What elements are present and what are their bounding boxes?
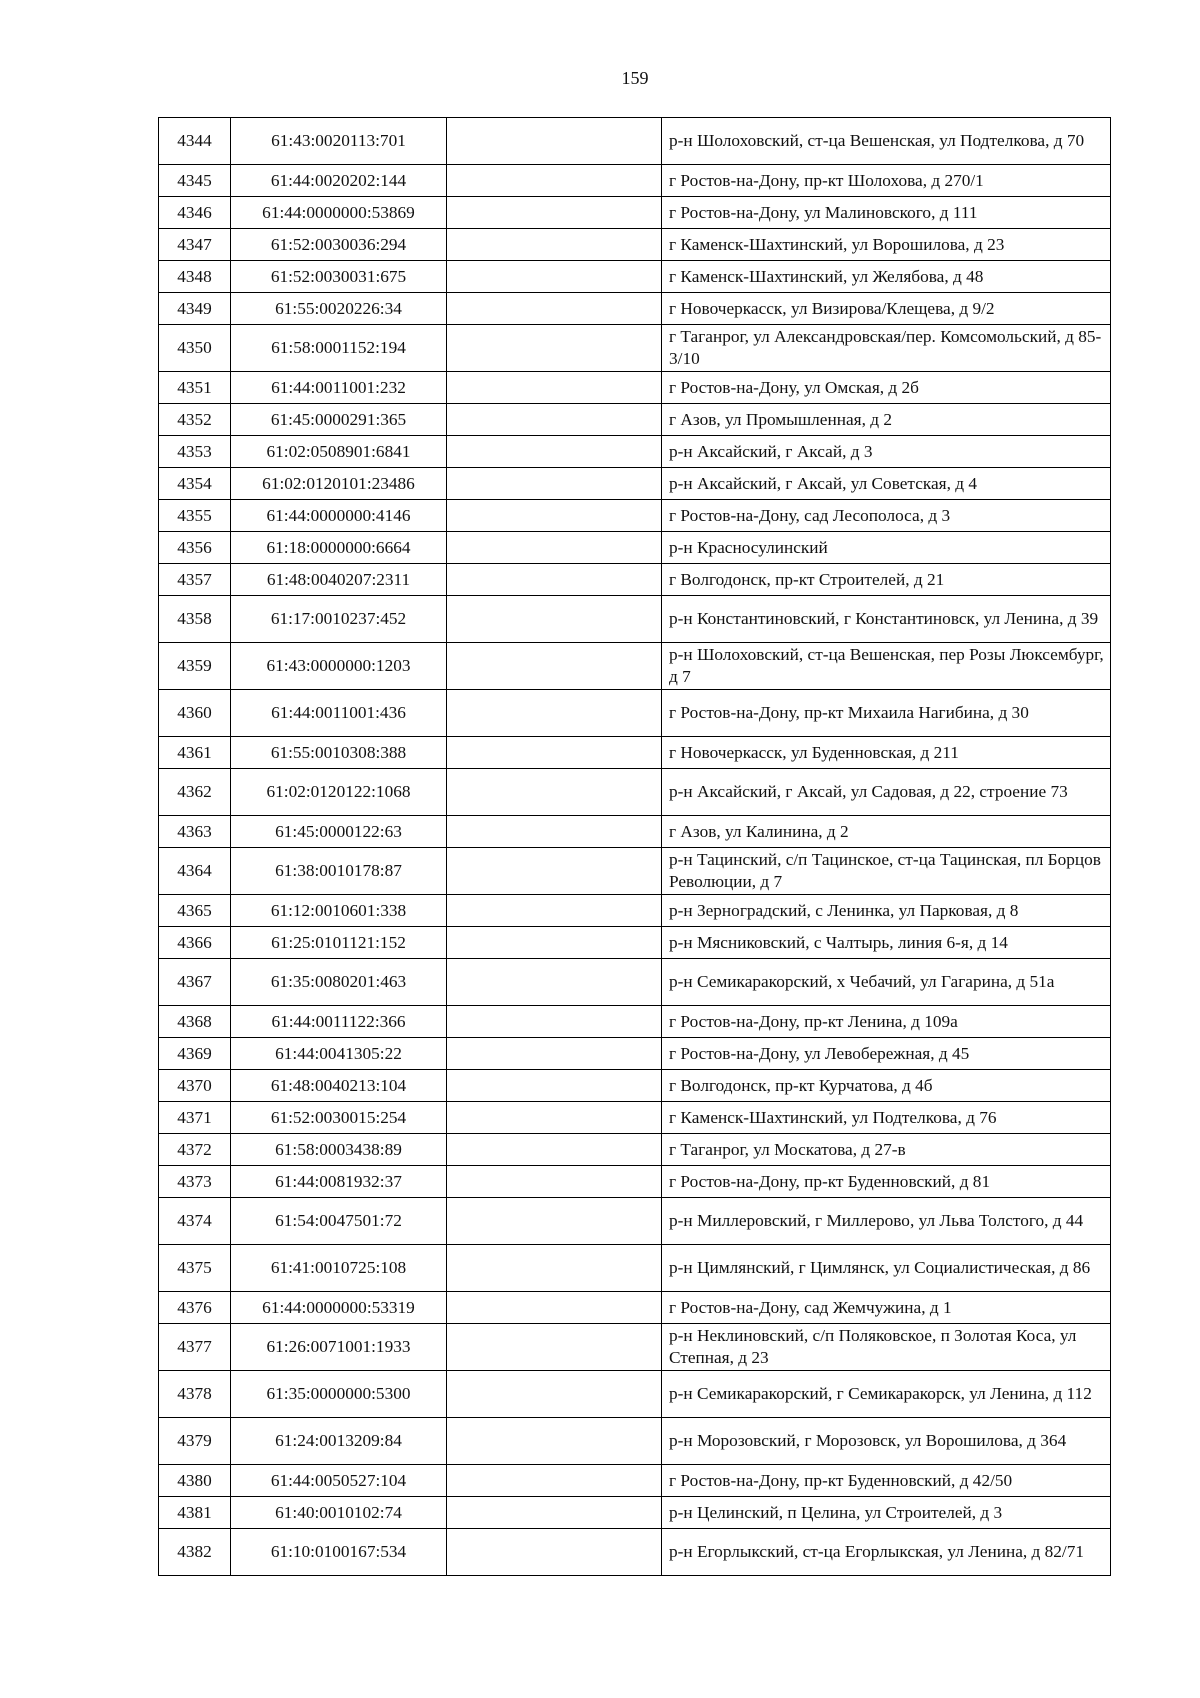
empty-cell <box>447 165 662 197</box>
row-number: 4353 <box>159 436 231 468</box>
cadastral-number: 61:44:0011001:436 <box>231 690 447 737</box>
address: г Ростов-на-Дону, ул Малиновского, д 111 <box>662 197 1111 229</box>
row-number: 4361 <box>159 737 231 769</box>
address: г Ростов-на-Дону, пр-кт Буденновский, д 81 <box>662 1166 1111 1198</box>
empty-cell <box>447 769 662 816</box>
table-row <box>159 229 1111 261</box>
row-number: 4378 <box>159 1371 231 1418</box>
cadastral-number: 61:18:0000000:6664 <box>231 532 447 564</box>
cadastral-number: 61:48:0040207:2311 <box>231 564 447 596</box>
empty-cell <box>447 1166 662 1198</box>
table-row <box>159 596 1111 643</box>
table-row <box>159 1198 1111 1245</box>
empty-cell <box>447 1324 662 1371</box>
empty-cell <box>447 197 662 229</box>
table-row <box>159 468 1111 500</box>
address: р-н Красносулинский <box>662 532 1111 564</box>
empty-cell <box>447 404 662 436</box>
table-row <box>159 165 1111 197</box>
cadastral-number: 61:44:0041305:22 <box>231 1038 447 1070</box>
cadastral-number: 61:52:0030036:294 <box>231 229 447 261</box>
table-row <box>159 197 1111 229</box>
cadastral-number: 61:58:0003438:89 <box>231 1134 447 1166</box>
address: г Новочеркасск, ул Буденновская, д 211 <box>662 737 1111 769</box>
empty-cell <box>447 1292 662 1324</box>
table-row <box>159 737 1111 769</box>
empty-cell <box>447 1529 662 1576</box>
cadastral-number: 61:02:0120122:1068 <box>231 769 447 816</box>
address: р-н Семикаракорский, х Чебачий, ул Гагарина, д 51а <box>662 959 1111 1006</box>
row-number: 4364 <box>159 848 231 895</box>
table-row <box>159 404 1111 436</box>
empty-cell <box>447 500 662 532</box>
table-row <box>159 500 1111 532</box>
address: г Азов, ул Промышленная, д 2 <box>662 404 1111 436</box>
table-row <box>159 1038 1111 1070</box>
address: г Азов, ул Калинина, д 2 <box>662 816 1111 848</box>
empty-cell <box>447 1102 662 1134</box>
cadastral-number: 61:02:0120101:23486 <box>231 468 447 500</box>
table-row <box>159 1006 1111 1038</box>
empty-cell <box>447 118 662 165</box>
address: г Каменск-Шахтинский, ул Желябова, д 48 <box>662 261 1111 293</box>
empty-cell <box>447 1465 662 1497</box>
empty-cell <box>447 927 662 959</box>
cadastral-number: 61:26:0071001:1933 <box>231 1324 447 1371</box>
table-row <box>159 1371 1111 1418</box>
address: р-н Аксайский, г Аксай, ул Садовая, д 22, строение 73 <box>662 769 1111 816</box>
row-number: 4359 <box>159 643 231 690</box>
row-number: 4349 <box>159 293 231 325</box>
cadastral-number: 61:45:0000122:63 <box>231 816 447 848</box>
row-number: 4377 <box>159 1324 231 1371</box>
property-table <box>158 117 1111 1576</box>
table-row <box>159 1324 1111 1371</box>
row-number: 4358 <box>159 596 231 643</box>
row-number: 4355 <box>159 500 231 532</box>
address: г Ростов-на-Дону, сад Лесополоса, д 3 <box>662 500 1111 532</box>
cadastral-number: 61:58:0001152:194 <box>231 325 447 372</box>
address: р-н Семикаракорский, г Семикаракорск, ул Ленина, д 112 <box>662 1371 1111 1418</box>
address: р-н Тацинский, с/п Тацинское, ст-ца Тацинская, пл Борцов Революции, д 7 <box>662 848 1111 895</box>
empty-cell <box>447 436 662 468</box>
cadastral-number: 61:25:0101121:152 <box>231 927 447 959</box>
cadastral-number: 61:44:0050527:104 <box>231 1465 447 1497</box>
table-row <box>159 690 1111 737</box>
table-row <box>159 564 1111 596</box>
table-row <box>159 1070 1111 1102</box>
cadastral-number: 61:17:0010237:452 <box>231 596 447 643</box>
row-number: 4369 <box>159 1038 231 1070</box>
row-number: 4381 <box>159 1497 231 1529</box>
cadastral-number: 61:43:0020113:701 <box>231 118 447 165</box>
row-number: 4348 <box>159 261 231 293</box>
table-row <box>159 927 1111 959</box>
row-number: 4376 <box>159 1292 231 1324</box>
cadastral-number: 61:44:0011001:232 <box>231 372 447 404</box>
cadastral-number: 61:44:0020202:144 <box>231 165 447 197</box>
table-row <box>159 1292 1111 1324</box>
cadastral-number: 61:54:0047501:72 <box>231 1198 447 1245</box>
table-row <box>159 816 1111 848</box>
row-number: 4360 <box>159 690 231 737</box>
page-number: 159 <box>621 68 649 88</box>
address: р-н Шолоховский, ст-ца Вешенская, пер Розы Люксембург, д 7 <box>662 643 1111 690</box>
address: р-н Зерноградский, с Ленинка, ул Парковая, д 8 <box>662 895 1111 927</box>
row-number: 4345 <box>159 165 231 197</box>
row-number: 4380 <box>159 1465 231 1497</box>
address: р-н Целинский, п Целина, ул Строителей, д 3 <box>662 1497 1111 1529</box>
address: г Ростов-на-Дону, пр-кт Михаила Нагибина, д 30 <box>662 690 1111 737</box>
row-number: 4347 <box>159 229 231 261</box>
address: г Каменск-Шахтинский, ул Ворошилова, д 23 <box>662 229 1111 261</box>
table-body <box>159 118 1111 1576</box>
cadastral-number: 61:44:0000000:53869 <box>231 197 447 229</box>
address: р-н Неклиновский, с/п Поляковское, п Золотая Коса, ул Степная, д 23 <box>662 1324 1111 1371</box>
empty-cell <box>447 293 662 325</box>
row-number: 4350 <box>159 325 231 372</box>
empty-cell <box>447 737 662 769</box>
row-number: 4372 <box>159 1134 231 1166</box>
cadastral-number: 61:44:0011122:366 <box>231 1006 447 1038</box>
row-number: 4382 <box>159 1529 231 1576</box>
address: р-н Цимлянский, г Цимлянск, ул Социалистическая, д 86 <box>662 1245 1111 1292</box>
address: г Ростов-на-Дону, пр-кт Ленина, д 109а <box>662 1006 1111 1038</box>
empty-cell <box>447 596 662 643</box>
address: г Волгодонск, пр-кт Строителей, д 21 <box>662 564 1111 596</box>
cadastral-number: 61:45:0000291:365 <box>231 404 447 436</box>
cadastral-number: 61:12:0010601:338 <box>231 895 447 927</box>
empty-cell <box>447 848 662 895</box>
row-number: 4365 <box>159 895 231 927</box>
cadastral-number: 61:41:0010725:108 <box>231 1245 447 1292</box>
table-row <box>159 959 1111 1006</box>
address: г Волгодонск, пр-кт Курчатова, д 4б <box>662 1070 1111 1102</box>
address: г Ростов-на-Дону, сад Жемчужина, д 1 <box>662 1292 1111 1324</box>
address: р-н Мясниковский, с Чалтырь, линия 6-я, д 14 <box>662 927 1111 959</box>
address: г Ростов-на-Дону, пр-кт Буденновский, д 42/50 <box>662 1465 1111 1497</box>
table-row <box>159 1529 1111 1576</box>
row-number: 4346 <box>159 197 231 229</box>
cadastral-number: 61:35:0000000:5300 <box>231 1371 447 1418</box>
empty-cell <box>447 564 662 596</box>
table-row <box>159 325 1111 372</box>
table-row <box>159 1418 1111 1465</box>
row-number: 4370 <box>159 1070 231 1102</box>
empty-cell <box>447 1038 662 1070</box>
cadastral-number: 61:48:0040213:104 <box>231 1070 447 1102</box>
cadastral-number: 61:02:0508901:6841 <box>231 436 447 468</box>
row-number: 4362 <box>159 769 231 816</box>
address: р-н Аксайский, г Аксай, ул Советская, д 4 <box>662 468 1111 500</box>
empty-cell <box>447 1497 662 1529</box>
empty-cell <box>447 1006 662 1038</box>
cadastral-number: 61:43:0000000:1203 <box>231 643 447 690</box>
empty-cell <box>447 325 662 372</box>
row-number: 4374 <box>159 1198 231 1245</box>
empty-cell <box>447 643 662 690</box>
empty-cell <box>447 229 662 261</box>
cadastral-number: 61:24:0013209:84 <box>231 1418 447 1465</box>
address: г Каменск-Шахтинский, ул Подтелкова, д 76 <box>662 1102 1111 1134</box>
cadastral-number: 61:40:0010102:74 <box>231 1497 447 1529</box>
cadastral-number: 61:38:0010178:87 <box>231 848 447 895</box>
table-row <box>159 261 1111 293</box>
table-row <box>159 436 1111 468</box>
cadastral-number: 61:52:0030031:675 <box>231 261 447 293</box>
empty-cell <box>447 532 662 564</box>
address: г Новочеркасск, ул Визирова/Клещева, д 9/2 <box>662 293 1111 325</box>
row-number: 4356 <box>159 532 231 564</box>
cadastral-number: 61:55:0020226:34 <box>231 293 447 325</box>
address: г Таганрог, ул Александровская/пер. Комсомольский, д 85-3/10 <box>662 325 1111 372</box>
address: р-н Миллеровский, г Миллерово, ул Льва Толстого, д 44 <box>662 1198 1111 1245</box>
empty-cell <box>447 1371 662 1418</box>
address: р-н Аксайский, г Аксай, д 3 <box>662 436 1111 468</box>
address: г Ростов-на-Дону, ул Омская, д 2б <box>662 372 1111 404</box>
row-number: 4357 <box>159 564 231 596</box>
table-row <box>159 532 1111 564</box>
address: г Ростов-на-Дону, ул Левобережная, д 45 <box>662 1038 1111 1070</box>
empty-cell <box>447 261 662 293</box>
cadastral-number: 61:55:0010308:388 <box>231 737 447 769</box>
address: р-н Шолоховский, ст-ца Вешенская, ул Подтелкова, д 70 <box>662 118 1111 165</box>
empty-cell <box>447 1245 662 1292</box>
table-row <box>159 118 1111 165</box>
row-number: 4379 <box>159 1418 231 1465</box>
empty-cell <box>447 959 662 1006</box>
empty-cell <box>447 1134 662 1166</box>
row-number: 4367 <box>159 959 231 1006</box>
cadastral-number: 61:10:0100167:534 <box>231 1529 447 1576</box>
row-number: 4368 <box>159 1006 231 1038</box>
row-number: 4363 <box>159 816 231 848</box>
address: г Ростов-на-Дону, пр-кт Шолохова, д 270/1 <box>662 165 1111 197</box>
table-row <box>159 1465 1111 1497</box>
table-row <box>159 1134 1111 1166</box>
table-row <box>159 895 1111 927</box>
cadastral-number: 61:52:0030015:254 <box>231 1102 447 1134</box>
table-row <box>159 643 1111 690</box>
cadastral-number: 61:44:0000000:53319 <box>231 1292 447 1324</box>
address: р-н Константиновский, г Константиновск, ул Ленина, д 39 <box>662 596 1111 643</box>
row-number: 4366 <box>159 927 231 959</box>
table-row <box>159 1166 1111 1198</box>
table-row <box>159 1102 1111 1134</box>
empty-cell <box>447 372 662 404</box>
table-row <box>159 848 1111 895</box>
address: г Таганрог, ул Москатова, д 27-в <box>662 1134 1111 1166</box>
address: р-н Егорлыкский, ст-ца Егорлыкская, ул Ленина, д 82/71 <box>662 1529 1111 1576</box>
table-row <box>159 1497 1111 1529</box>
row-number: 4351 <box>159 372 231 404</box>
table-row <box>159 769 1111 816</box>
empty-cell <box>447 1418 662 1465</box>
row-number: 4373 <box>159 1166 231 1198</box>
cadastral-number: 61:35:0080201:463 <box>231 959 447 1006</box>
empty-cell <box>447 468 662 500</box>
empty-cell <box>447 1198 662 1245</box>
row-number: 4352 <box>159 404 231 436</box>
table-row <box>159 1245 1111 1292</box>
row-number: 4375 <box>159 1245 231 1292</box>
empty-cell <box>447 690 662 737</box>
empty-cell <box>447 816 662 848</box>
table-row <box>159 372 1111 404</box>
row-number: 4371 <box>159 1102 231 1134</box>
address: р-н Морозовский, г Морозовск, ул Ворошилова, д 364 <box>662 1418 1111 1465</box>
table-row <box>159 293 1111 325</box>
empty-cell <box>447 895 662 927</box>
cadastral-number: 61:44:0000000:4146 <box>231 500 447 532</box>
row-number: 4354 <box>159 468 231 500</box>
row-number: 4344 <box>159 118 231 165</box>
cadastral-number: 61:44:0081932:37 <box>231 1166 447 1198</box>
empty-cell <box>447 1070 662 1102</box>
